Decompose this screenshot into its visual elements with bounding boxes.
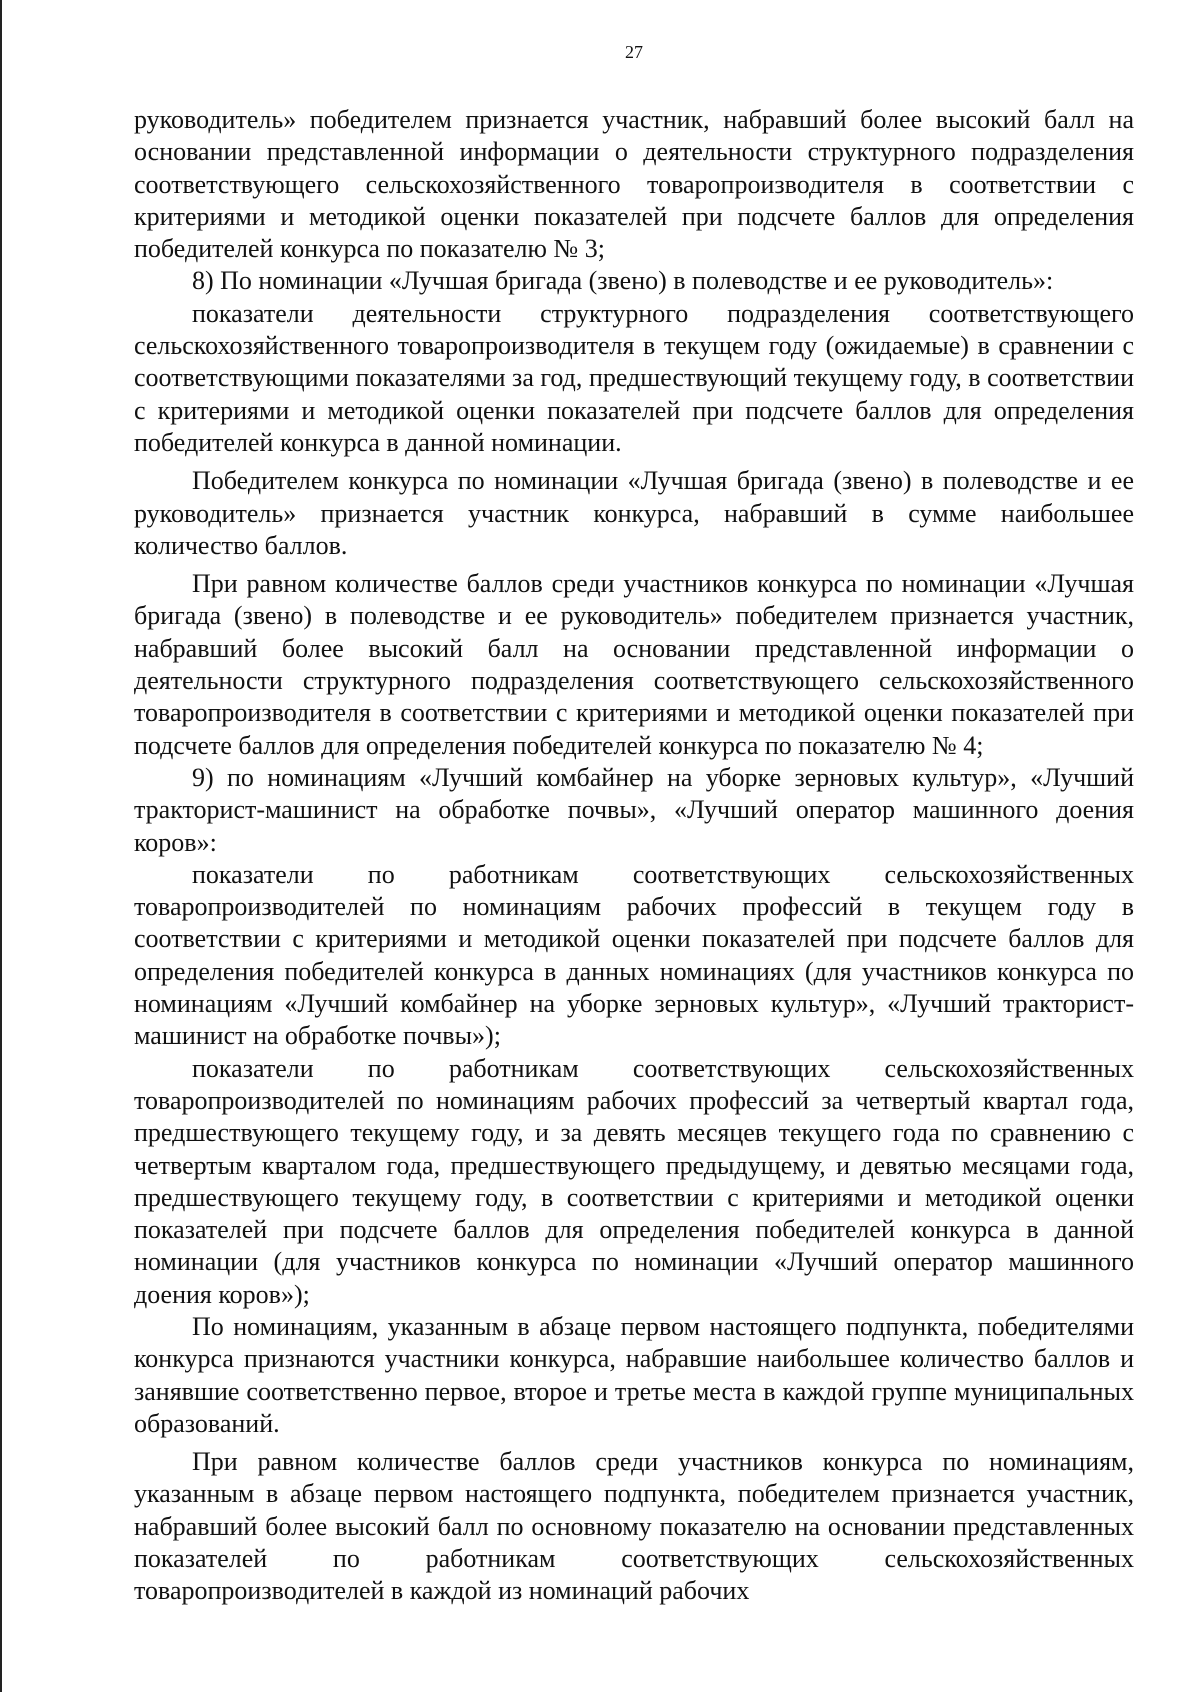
paragraph-indicators-fourth-quarter: показатели по работникам соответствующих сельскохозяйственных товаропроизводителей по номинациям рабочих профессий за четвертый квартал года, предшествующего текущему году, и за девять месяцев текущего года по сравнению с четвертым кварталом года, предшествующего предыдущему, и девятью месяцами года, предшествующего текущему году, в соответствии с критериями и методикой оценки показателей при подсчете баллов для определения победителей конкурса в данной номинации (для участников конкурса по номинации «Лучший оператор машинного доения коров»); (134, 1053, 1134, 1309)
page-number: 27 (625, 42, 643, 62)
paragraph-indicators-current-year: показатели по работникам соответствующих сельскохозяйственных товаропроизводителей по номинациям рабочих профессий в текущем году в соответствии с критериями и методикой оценки показателей при подсчете баллов для определения победителей конкурса в данных номинациях (для участников конкурса по номинациям «Лучший комбайнер на уборке зерновых культур», «Лучший тракторист-машинист на обработке почвы»); (134, 859, 1134, 1051)
paragraph-tie-professions: При равном количестве баллов среди участников конкурса по номинациям, указанным в абзаце первом настоящего подпункта, победителем признается участник, набравший более высокий балл по основному показателю на основании представленных показателей по работникам соответствующих сельскохозяйственных товаропроизводителей в каждой из номинаций рабочих (134, 1447, 1134, 1606)
paragraph-winners-professions: По номинациям, указанным в абзаце первом настоящего подпункта, победителями конкурса признаются участники конкурса, набравшие наибольшее количество баллов и занявшие соответственно первое, второе и третье места в каждой группе муниципальных образований. (134, 1311, 1134, 1438)
paragraph-item-8: 8) По номинации «Лучшая бригада (звено) в полеводстве и ее руководитель»: (192, 266, 1054, 296)
paragraph-item-9: 9) по номинациям «Лучший комбайнер на уборке зерновых культур», «Лучший тракторист-машинист на обработке почвы», «Лучший оператор машинного доения коров»: (134, 762, 1134, 857)
paragraph-tie-brigade: При равном количестве баллов среди участников конкурса по номинации «Лучшая бригада (звено) в полеводстве и ее руководитель» победителем признается участник, набравший более высокий балл на основании представленной информации о деятельности структурного подразделения соответствующего сельскохозяйственного товаропроизводителя в соответствии с критериями и методикой оценки показателей при подсчете баллов для определения победителей конкурса по показателю № 4; (134, 569, 1134, 760)
paragraph-indicators-brigade: показатели деятельности структурного подразделения соответствующего сельскохозяйственного товаропроизводителя в текущем году (ожидаемые) в сравнении с соответствующими показателями за год, предшествующий текущему году, в соответствии с критериями и методикой оценки показателей при подсчете баллов для определения победителей конкурса в данной номинации. (134, 298, 1134, 457)
paragraph-winner-brigade: Победителем конкурса по номинации «Лучшая бригада (звено) в полеводстве и ее руководитель» признается участник конкурса, набравший в сумме наибольшее количество баллов. (134, 466, 1134, 560)
paragraph-continuation: руководитель» победителем признается участник, набравший более высокий балл на основании представленной информации о деятельности структурного подразделения соответствующего сельскохозяйственного товаропроизводителя в соответствии с критериями и методикой оценки показателей при подсчете баллов для определения победителей конкурса по показателю № 3; (134, 105, 1134, 264)
scan-edge (0, 0, 2, 1692)
body-text (134, 104, 1134, 1608)
